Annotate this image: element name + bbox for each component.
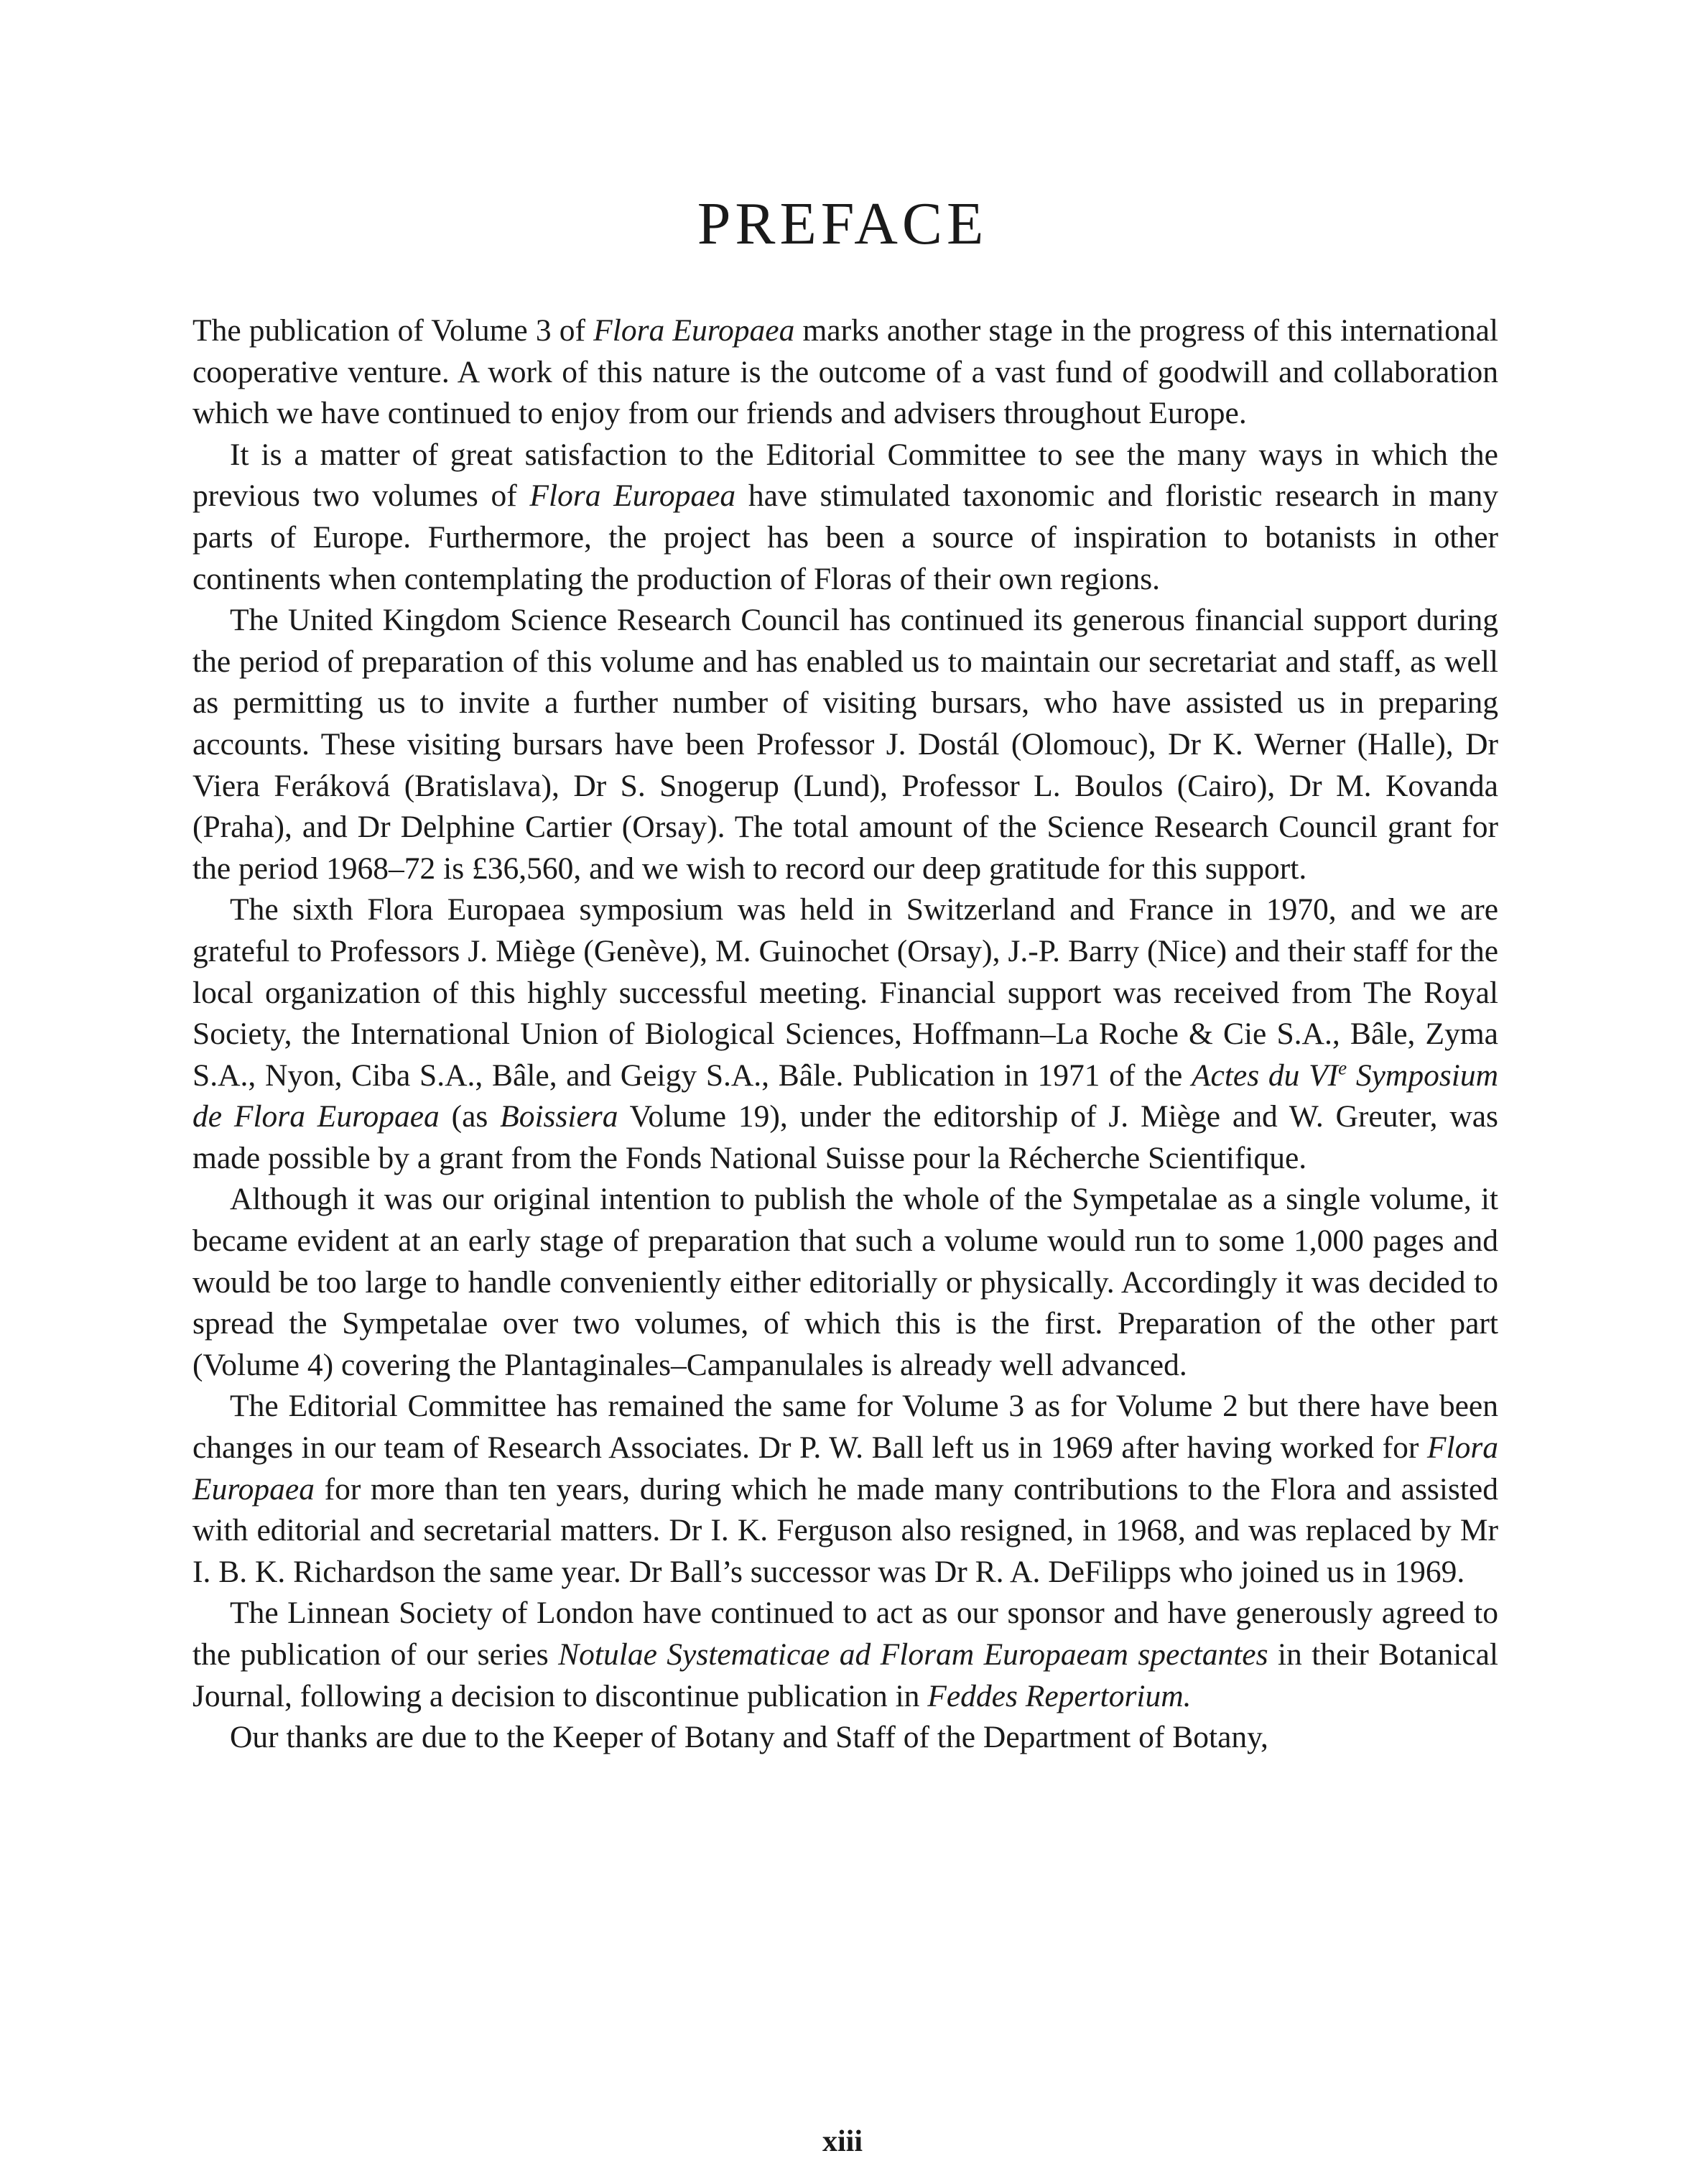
paragraph-7-italic-feddes: Feddes Repertorium. [927,1678,1192,1713]
paragraph-2-text-a: It is a matter of great satisfaction to the Editorial Committee to see the many ways in which the previous two volumes of [192,437,1498,514]
paragraph-4-superscript: e [1338,1057,1347,1079]
paragraph-6-italic-title: Flora Europaea [192,1430,1498,1507]
paragraph-3-text: The United Kingdom Science Research Council has continued its generous financial support during the period of preparation of this volume and has enabled us to maintain our secretariat and staff, as well as permitting us to invite a further number of visiting bursars, who have assisted us in preparing accounts. These visiting bursars have been Professor J. Dostál (Olomouc), Dr K. Werner (Halle), Dr Viera Feráková (Bratislava), Dr S. Snogerup (Lund), Professor L. Boulos (Cairo), Dr M. Kovanda (Praha), and Dr Delphine Cartier (Orsay). The total amount of the Science Research Council grant for the period 1968–72 is £36,560, and we wish to record our deep gratitude for this support. [192,603,1498,886]
paragraph-4 [192,889,1498,1179]
paragraph-4-italic-boissiera: Boissiera [500,1099,618,1134]
paragraph-5-text: Although it was our original intention to publish the whole of the Sympetalae as a single volume, it became evident at an early stage of preparation that such a volume would run to some 1,000 pages and would be too large to handle conveniently either editorially or physically. Accordingly it was decided to spread the Sympetalae over two volumes, of which this is the first. Preparation of the other part (Volume 4) covering the Plantaginales–Campanulales is already well advanced. [192,1182,1498,1382]
paragraph-8-text: Our thanks are due to the Keeper of Botany and Staff of the Department of Botany, [230,1720,1268,1755]
paragraph-4-italic-actes-b: Symposium de Flora Europaea [192,1058,1498,1134]
paragraph-5 [192,1179,1498,1386]
paragraph-4-text-d: (as [439,1099,501,1134]
paragraph-7 [192,1593,1498,1717]
paragraph-1-italic-title: Flora Europaea [593,313,795,348]
paragraph-7-text-a: The Linnean Society of London have continued to act as our sponsor and have generously agreed to the publication of our series [192,1596,1498,1672]
paragraph-1-text-a: The publication of Volume 3 of [192,313,594,348]
paragraph-6-text-a: The Editorial Committee has remained the same for Volume 3 as for Volume 2 but there have been changes in our team of Research Associates. Dr P. W. Ball left us in 1969 after having worked for [192,1389,1498,1466]
paragraph-2-italic-title: Flora Europaea [529,478,736,514]
paragraph-4-text-a: The sixth Flora Europaea symposium was held in Switzerland and France in 1970, and we are grateful to Professors J. Miège (Genève), M. Guinochet (Orsay), J.-P. Barry (Nice) and their staff for the local organization of this highly successful meeting. Financial support was received from The Royal Society, the International Union of Biological Sciences, Hoffmann–La Roche & Cie S.A., Bâle, Zyma S.A., Nyon, Ciba S.A., Bâle, and Geigy S.A., Bâle. Publication in 1971 of the [192,892,1498,1093]
paragraph-7-text-c: in their Botanical Journal, following a decision to discontinue publication in [192,1637,1498,1713]
paragraph-4-italic-actes-a: Actes du VI [1191,1058,1339,1093]
preface-body [192,310,1498,1759]
paragraph-1 [192,310,1498,435]
paragraph-4-text-f: Volume 19), under the editorship of J. Miège and W. Greuter, was made possible by a grant from the Fonds National Suisse pour la Récherche Scientifique. [192,1099,1498,1175]
paragraph-8 [192,1717,1498,1759]
paragraph-2 [192,435,1498,600]
page-number: xiii [822,2125,863,2158]
paragraph-6-text-c: for more than ten years, during which he made many contributions to the Flora and assisted with editorial and secretarial matters. Dr I. K. Ferguson also resigned, in 1968, and was replaced by Mr I. B. K. Richardson the same year. Dr Ball’s successor was Dr R. A. DeFilipps who joined us in 1969. [192,1471,1498,1589]
paragraph-2-text-c: have stimulated taxonomic and floristic research in many parts of Europe. Furthermore, the project has been a source of inspiration to botanists in other continents when contemplating the production of Floras of their own regions. [192,478,1498,596]
page-title: PREFACE [697,190,988,257]
paragraph-6 [192,1386,1498,1593]
paragraph-7-italic-notulae: Notulae Systematicae ad Floram Europaeam spectantes [558,1637,1268,1672]
paragraph-3 [192,600,1498,889]
paragraph-1-text-c: marks another stage in the progress of this international cooperative venture. A work of this nature is the outcome of a vast fund of goodwill and collaboration which we have continued to enjoy from our friends and advisers throughout Europe. [192,313,1498,431]
